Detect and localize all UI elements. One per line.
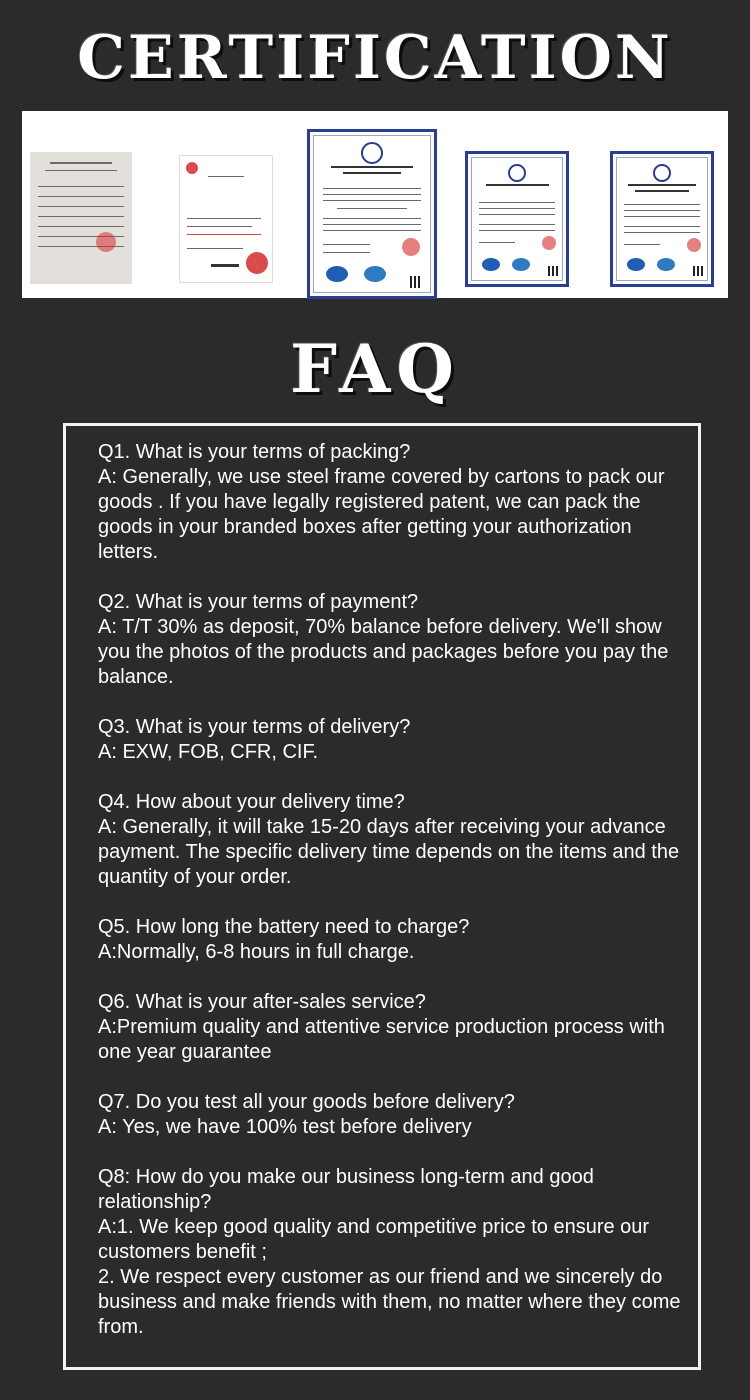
faq-question: Q2. What is your terms of payment? (98, 591, 419, 613)
faq-item (98, 790, 688, 890)
faq-title: FAQ (290, 330, 460, 408)
faq-answer: A: Generally, we use steel frame covered by cartons to pack our goods . If you have legally registered patent, we can pack the goods in your branded boxes after getting your authorization letters. (98, 466, 665, 563)
faq-item (98, 1090, 688, 1140)
certification-title: CERTIFICATION (77, 23, 673, 93)
faq-answer: A: T/T 30% as deposit, 70% balance before delivery. We'll show you the photos of the products and packages before you pay the balance. (98, 616, 669, 688)
certificate-image (30, 152, 132, 284)
faq-answer: A: Yes, we have 100% test before delivery (98, 1116, 472, 1138)
faq-answer: 2. We respect every customer as our friend and we sincerely do business and make friends with them, no matter where they come from. (98, 1266, 681, 1338)
faq-item (98, 590, 688, 690)
certificate-image (465, 151, 569, 287)
faq-question: Q5. How long the battery need to charge? (98, 916, 470, 938)
faq-answer: A:1. We keep good quality and competitive price to ensure our customers benefit ; (98, 1216, 650, 1263)
certificate-image (179, 155, 273, 283)
faq-item (98, 440, 688, 565)
faq-answer: A:Premium quality and attentive service production process with one year guarantee (98, 1016, 665, 1063)
certificate-image (610, 151, 714, 287)
faq-item (98, 990, 688, 1065)
faq-list (98, 440, 688, 1365)
certificate-image (307, 129, 437, 299)
faq-question: Q1. What is your terms of packing? (98, 441, 411, 463)
faq-answer: A: Generally, it will take 15-20 days after receiving your advance payment. The specific delivery time depends on the items and the quantity of your order. (98, 816, 680, 888)
faq-question: Q3. What is your terms of delivery? (98, 716, 411, 738)
faq-question: Q8: How do you make our business long-term and good relationship? (98, 1166, 594, 1213)
faq-item (98, 715, 688, 765)
faq-question: Q4. How about your delivery time? (98, 791, 405, 813)
faq-item (98, 915, 688, 965)
faq-answer: A: EXW, FOB, CFR, CIF. (98, 741, 319, 763)
faq-panel (63, 423, 701, 1370)
certificate-gallery (22, 111, 728, 298)
faq-question: Q6. What is your after-sales service? (98, 991, 426, 1013)
faq-item (98, 1165, 688, 1340)
faq-answer: A:Normally, 6-8 hours in full charge. (98, 941, 415, 963)
faq-question: Q7. Do you test all your goods before delivery? (98, 1091, 515, 1113)
